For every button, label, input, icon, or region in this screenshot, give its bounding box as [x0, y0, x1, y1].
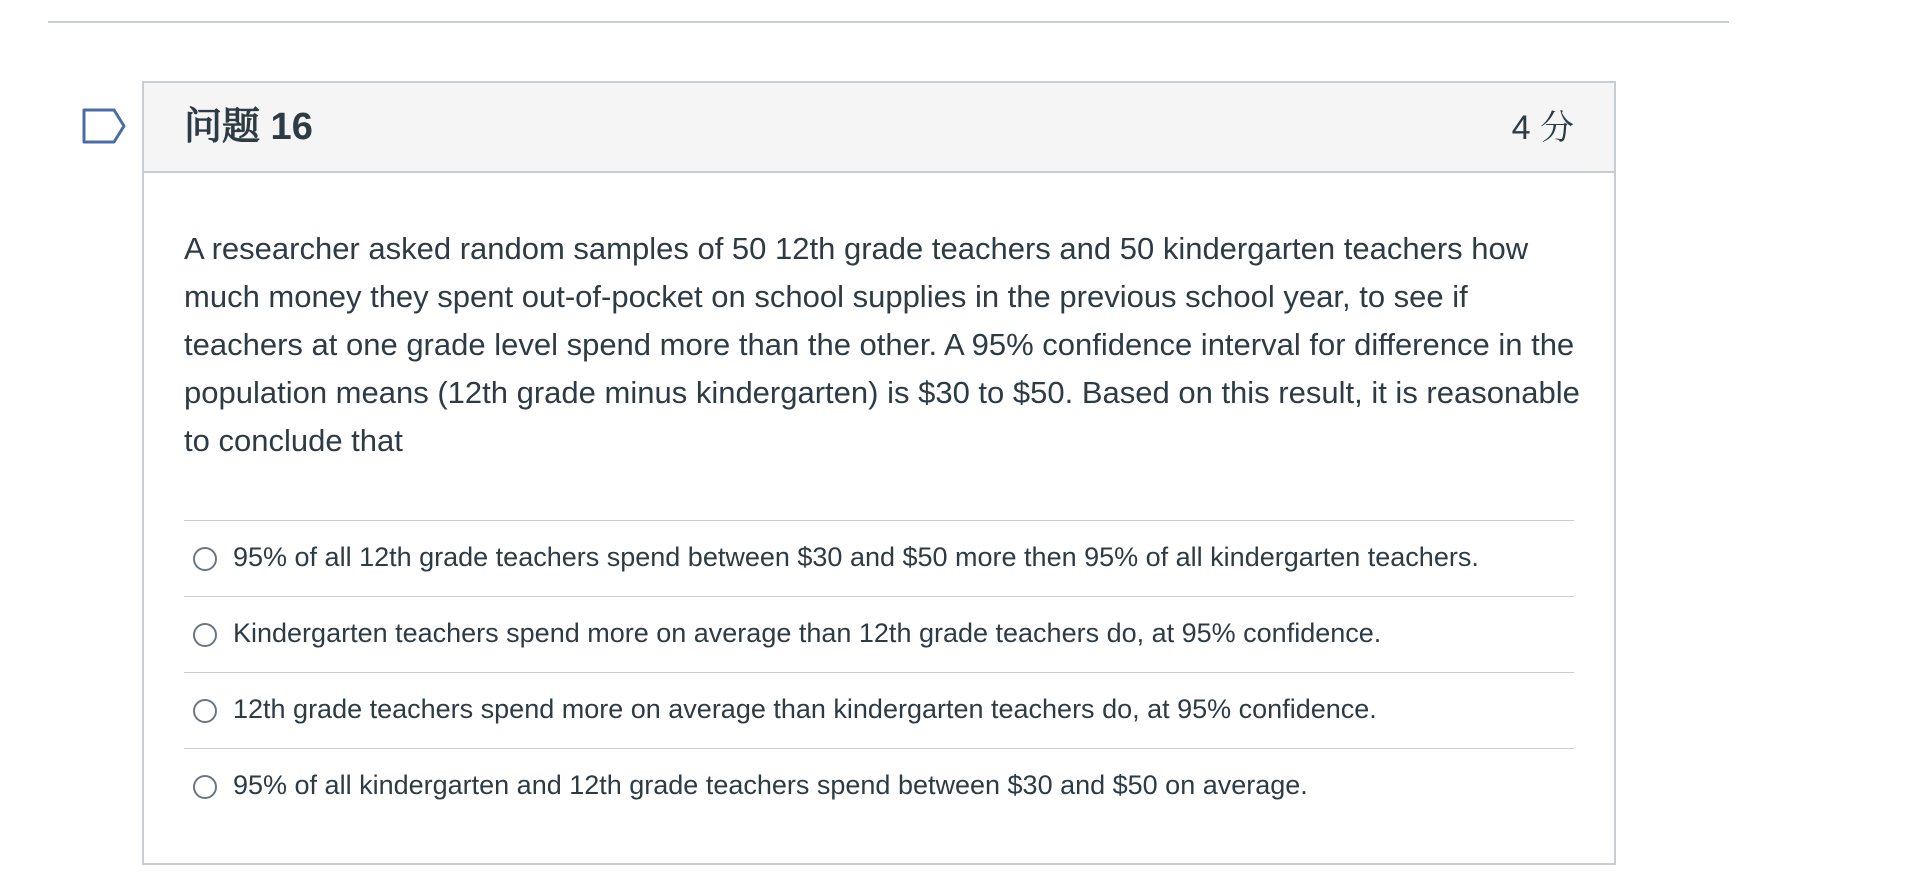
question-points: 4 分 [1511, 109, 1574, 147]
answer-label[interactable]: 12th grade teachers spend more on average than kindergarten teachers do, at 95% confidence. [233, 694, 1377, 724]
answer-label[interactable]: 95% of all kindergarten and 12th grade teachers spend between $30 and $50 on average. [233, 770, 1308, 800]
radio-button[interactable] [193, 699, 217, 723]
radio-button[interactable] [193, 775, 217, 799]
radio-button[interactable] [193, 623, 217, 647]
radio-button[interactable] [193, 547, 217, 571]
answer-option-4[interactable] [184, 749, 1574, 825]
question-header [144, 83, 1614, 173]
answer-label[interactable]: Kindergarten teachers spend more on average than 12th grade teachers do, at 95% confidence. [233, 618, 1382, 648]
question-title: 问题 16 [184, 106, 313, 148]
answer-option-1[interactable] [184, 521, 1574, 597]
answer-option-2[interactable] [184, 597, 1574, 673]
flag-question-icon [82, 108, 126, 144]
answer-label[interactable]: 95% of all 12th grade teachers spend between $30 and $50 more then 95% of all kindergarten teachers. [233, 542, 1479, 572]
answer-list [184, 520, 1574, 825]
section-divider [48, 21, 1729, 23]
question-card [142, 81, 1616, 865]
answer-option-3[interactable] [184, 673, 1574, 749]
question-body [184, 225, 1584, 465]
flag-question-button[interactable] [82, 108, 126, 144]
question-text: A researcher asked random samples of 50 12th grade teachers and 50 kindergarten teachers how much money they spent out-of-pocket on school supplies in the previous school year, to see if teachers at one grade level spend more than the other. A 95% confidence interval for difference in the population means (12th grade minus kindergarten) is $30 to $50. Based on this result, it is reasonable to conclude that [184, 231, 1580, 458]
